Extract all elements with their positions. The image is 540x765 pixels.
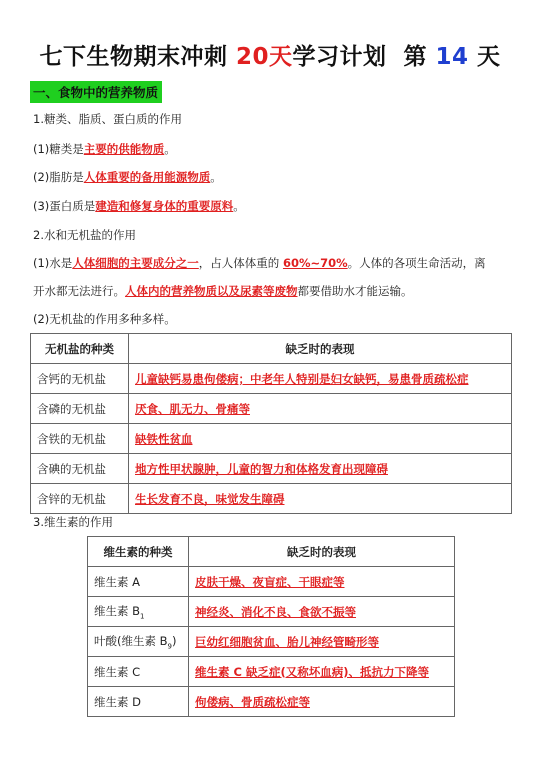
- table-cell: 神经炎、消化不良、食欲不振等: [189, 597, 455, 627]
- line-5: 2.水和无机盐的作用: [33, 228, 136, 242]
- table-cell: 儿童缺钙易患佝偻病；中老年人特别是妇女缺钙，易患骨质疏松症: [129, 364, 512, 394]
- line-4: [33, 198, 245, 214]
- line-9: 3.维生素的作用: [33, 515, 113, 529]
- line-4-post: 。: [233, 199, 245, 213]
- title-num-14: 14: [435, 44, 469, 70]
- vitamin-name-tail: ): [172, 633, 177, 648]
- table-cell: 含铁的无机盐: [31, 424, 129, 454]
- table-row: [31, 424, 512, 454]
- vitamin-name: 维生素 D: [94, 694, 142, 709]
- table-header: 维生素的种类: [88, 537, 189, 567]
- vitamin-name: 维生素 A: [94, 574, 141, 589]
- table-cell: 生长发育不良，味觉发生障碍: [129, 484, 512, 514]
- table-header-row: [88, 537, 455, 567]
- line-2-post: 。: [164, 142, 176, 156]
- title-part1: 七下生物期末冲刺: [39, 44, 236, 70]
- page-title: [0, 38, 540, 71]
- vitamin-subscript: 1: [140, 612, 145, 621]
- table-row: [88, 687, 455, 717]
- table-cell: [88, 687, 189, 717]
- table-header: 无机盐的种类: [31, 334, 129, 364]
- line-2-highlight: 主要的供能物质: [83, 142, 165, 156]
- title-num-20: 20: [235, 44, 269, 70]
- line-7: [33, 283, 413, 299]
- vitamin-name: 维生素 C: [94, 664, 141, 679]
- table-row: [31, 394, 512, 424]
- table-header: 缺乏时的表现: [129, 334, 512, 364]
- line-3-highlight: 人体重要的备用能源物质: [83, 170, 211, 184]
- minerals-table: [30, 333, 512, 514]
- line-6-highlight-2: 60%~70%: [282, 256, 348, 270]
- line-6-highlight-1: 人体细胞的主要成分之一: [72, 256, 199, 270]
- table-row: [88, 597, 455, 627]
- line-7-highlight: 人体内的营养物质以及尿素等废物: [125, 284, 298, 298]
- vitamin-subscript: 9: [167, 642, 172, 651]
- table-cell: 含锌的无机盐: [31, 484, 129, 514]
- table-row: [88, 657, 455, 687]
- table-cell: 含碘的无机盐: [31, 454, 129, 484]
- line-4-pre: (3)蛋白质是: [33, 199, 96, 213]
- line-6: [33, 255, 486, 271]
- title-part2-a: 天: [268, 44, 293, 70]
- table-row: [88, 567, 455, 597]
- table-cell: 厌食、肌无力、骨痛等: [129, 394, 512, 424]
- table-cell: [88, 657, 189, 687]
- table-header-row: [31, 334, 512, 364]
- line-3-post: 。: [210, 170, 222, 184]
- table-cell: 含钙的无机盐: [31, 364, 129, 394]
- line-6-post: 。人体的各项生命活动，离: [347, 256, 486, 270]
- line-2-pre: (1)糖类是: [33, 142, 84, 156]
- line-4-highlight: 建造和修复身体的重要原料: [95, 199, 234, 213]
- table-cell: 含磷的无机盐: [31, 394, 129, 424]
- table-row: [88, 627, 455, 657]
- table-cell: 巨幼红细胞贫血、胎儿神经管畸形等: [189, 627, 455, 657]
- line-7-pre: 开水都无法进行。: [33, 284, 125, 298]
- table-row: [31, 484, 512, 514]
- table-row: [31, 454, 512, 484]
- line-8: (2)无机盐的作用多种多样。: [33, 312, 176, 326]
- line-7-post: 都要借助水才能运输。: [297, 284, 413, 298]
- line-1: 1.糖类、脂质、蛋白质的作用: [33, 112, 182, 126]
- vitamins-table: [87, 536, 455, 717]
- line-2: [33, 141, 176, 157]
- table-cell: 维生素 C 缺乏症(又称坏血病)、抵抗力下降等: [189, 657, 455, 687]
- title-part3: 天: [468, 44, 501, 70]
- section-heading: 一、食物中的营养物质: [30, 81, 162, 103]
- table-cell: 佝偻病、骨质疏松症等: [189, 687, 455, 717]
- table-cell: [88, 597, 189, 627]
- table-cell: [88, 627, 189, 657]
- vitamin-name: 叶酸(维生素 B: [94, 633, 168, 648]
- table-cell: 缺铁性贫血: [129, 424, 512, 454]
- table-cell: 地方性甲状腺肿，儿童的智力和体格发育出现障碍: [129, 454, 512, 484]
- table-cell: [88, 567, 189, 597]
- line-3-pre: (2)脂肪是: [33, 170, 84, 184]
- table-header: 缺乏时的表现: [189, 537, 455, 567]
- table-row: [31, 364, 512, 394]
- line-3: [33, 169, 222, 185]
- table-cell: 皮肤干燥、夜盲症、干眼症等: [189, 567, 455, 597]
- title-part2: 学习计划 第: [292, 44, 436, 70]
- vitamin-name: 维生素 B: [94, 603, 141, 618]
- line-6-pre: (1)水是: [33, 256, 73, 270]
- line-6-mid: ，占人体体重的: [198, 256, 283, 270]
